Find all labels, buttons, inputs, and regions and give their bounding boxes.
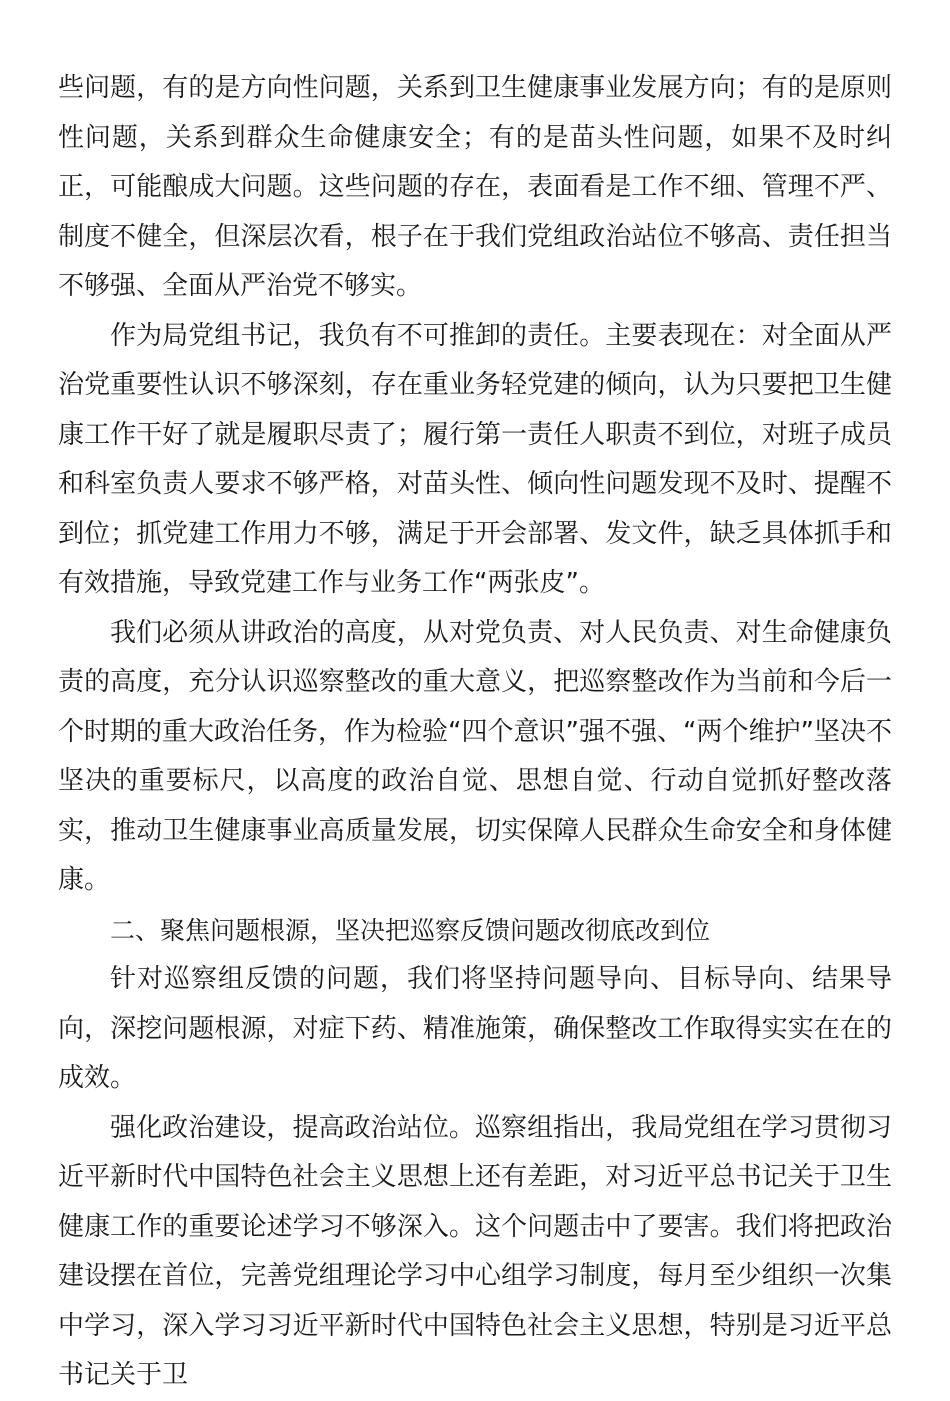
paragraph-political-height: 我们必须从讲政治的高度，从对党负责、对人民负责、对生命健康负责的高度，充分认识巡察整改的重大意义，把巡察整改作为当前和今后一个时期的重大政治任务，作为检验“四个意识”强不强、“两个维护”坚决不坚决的重要标尺，以高度的政治自觉、思想自觉、行动自觉抓好整改落实，推动卫生健康事业高质量发展，切实保障人民群众生命安全和身体健康。 <box>58 617 892 895</box>
paragraph-political-building: 强化政治建设，提高政治站位。巡察组指出，我局党组在学习贯彻习近平新时代中国特色社会主义思想上还有差距，对习近平总书记关于卫生健康工作的重要论述学习不够深入。这个问题击中了要害。我们将把政治建设摆在首位，完善党组理论学习中心组学习制度，每月至少组织一次集中学习，深入学习习近平新时代中国特色社会主义思想，特别是习近平总书记关于卫 <box>58 1112 892 1390</box>
paragraph-continuation: 些问题，有的是方向性问题，关系到卫生健康事业发展方向；有的是原则性问题，关系到群众生命健康安全；有的是苗头性问题，如果不及时纠正，可能酿成大问题。这些问题的存在，表面看是工作不细、管理不严、制度不健全，但深层次看，根子在于我们党组政治站位不够高、责任担当不够强、全面从严治党不够实。 <box>58 73 892 301</box>
paragraph-problem-orientation: 针对巡察组反馈的问题，我们将坚持问题导向、目标导向、结果导向，深挖问题根源，对症下药、精准施策，确保整改工作取得实实在在的成效。 <box>58 964 892 1093</box>
paragraph-responsibility: 作为局党组书记，我负有不可推卸的责任。主要表现在：对全面从严治党重要性认识不够深刻，存在重业务轻党建的倾向，认为只要把卫生健康工作干好了就是履职尽责了；履行第一责任人职责不到位，对班子成员和科室负责人要求不够严格，对苗头性、倾向性问题发现不及时、提醒不到位；抓党建工作用力不够，满足于开会部署、发文件，缺乏具体抓手和有效措施，导致党建工作与业务工作“两张皮”。 <box>58 320 892 598</box>
document-page <box>58 64 892 1401</box>
section-heading: 二、聚焦问题根源，坚决把巡察反馈问题改彻底改到位 <box>110 915 711 945</box>
